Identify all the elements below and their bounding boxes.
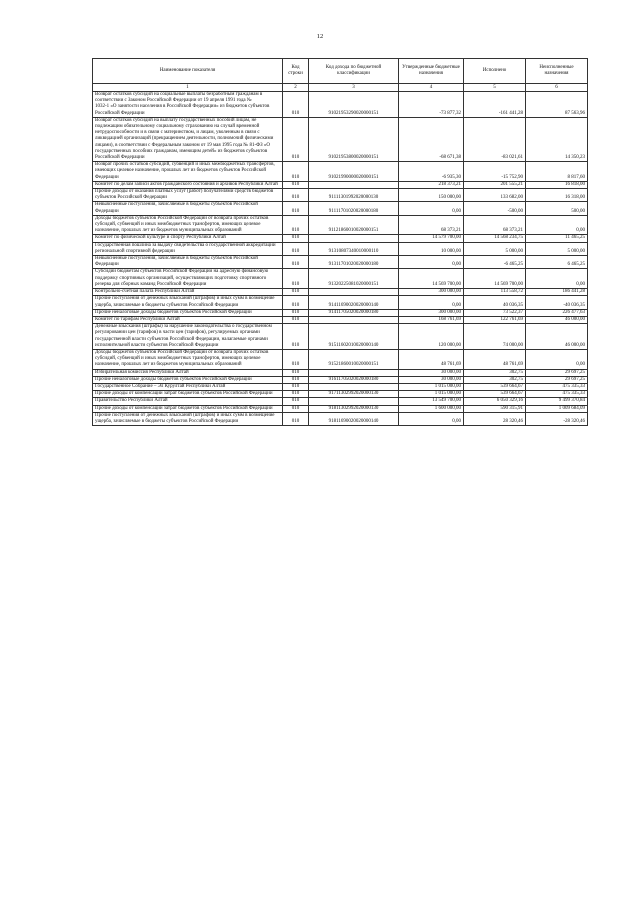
cell-name: Прочие неналоговые доходы бюджетов субъектов Российской Федерации [93, 376, 283, 383]
table-row [93, 412, 588, 425]
cell-name: Денежные взыскания (штрафы) за нарушение законодательства о государственном регулировании цен (тарифов) в части цен (тарифов), регулируемых органами государственной власти субъектов Российской Федерации, налагаемые органами исполнительной власти субъектов Российской Федерации [93, 324, 283, 350]
cell-kbk: 91311701020020000180 [309, 256, 399, 269]
cell-executed: -83 021,61 [464, 117, 526, 161]
cell-unexecuted: 5 000,00 [526, 242, 588, 255]
cell-code: 010 [283, 189, 309, 202]
cell-executed: 14 569 700,00 [464, 269, 526, 289]
cell-code: 010 [283, 412, 309, 425]
table-row [93, 296, 588, 309]
cell-code: 010 [283, 296, 309, 309]
cell-name: Доходы бюджетов субъектов Российской Федерации от возврата прочих остатков субсидий, субвенций и иных межбюджетных трансфертов, имеющих целевое назначение, прошлых лет из бюджетов муниципальных образований [93, 349, 283, 369]
cell-unexecuted: 475 335,33 [526, 391, 588, 398]
cell-kbk: 91511602010020000140 [309, 324, 399, 350]
cell-kbk: 91611705020020000180 [309, 376, 399, 383]
cell-approved: 218 373,21 [399, 181, 464, 188]
page-number: 12 [316, 33, 324, 40]
cell-unexecuted: 14 350,23 [526, 117, 588, 161]
cell-name: Прочие доходы от компенсации затрат бюджетов субъектов Российской Федерации [93, 405, 283, 412]
cell-executed: 122 761,69 [464, 316, 526, 323]
table-row [93, 349, 588, 369]
table-row [93, 269, 588, 289]
cell-unexecuted: 16 318,00 [526, 189, 588, 202]
cell-approved: -68 671,38 [399, 117, 464, 161]
cell-approved: 0,00 [399, 412, 464, 425]
cell-approved: 68 373,21 [399, 215, 464, 235]
cell-name: Субсидии бюджетам субъектов Российской Федерации на адресную финансовую поддержку спортивных организаций, осуществляющих подготовку спортивного резерва для сборных команд Российской Федерации [93, 269, 283, 289]
cell-code: 010 [283, 92, 309, 118]
cell-name: Прочие поступления от денежных взысканий (штрафов) и иных сумм в возмещение ущерба, зачисляемые в бюджеты субъектов Российской Федерации [93, 412, 283, 425]
cell-name: Невыясненные поступления, зачисляемые в бюджеты субъектов Российской Федерации [93, 256, 283, 269]
cell-executed: 6 050 329,16 [464, 398, 526, 405]
cell-unexecuted: 8 817,60 [526, 162, 588, 182]
cell-kbk [309, 316, 399, 323]
cell-executed: 113 558,72 [464, 289, 526, 296]
cell-unexecuted: 29 697,25 [526, 369, 588, 376]
cell-approved: -6 935,30 [399, 162, 464, 182]
cell-code: 010 [283, 405, 309, 412]
cell-kbk: 91711302992020000130 [309, 391, 399, 398]
cell-kbk [309, 181, 399, 188]
cell-name: Прочие доходы от компенсации затрат бюджетов субъектов Российской Федерации [93, 391, 283, 398]
header-executed: Исполнено [464, 59, 526, 84]
cell-executed: -500,00 [464, 202, 526, 215]
cell-unexecuted: 1 009 684,09 [526, 405, 588, 412]
cell-kbk: 91811690020020000140 [309, 412, 399, 425]
cell-kbk [309, 369, 399, 376]
cell-code: 010 [283, 316, 309, 323]
cell-executed: 48 761,69 [464, 349, 526, 369]
cell-approved: 1 015 000,00 [399, 383, 464, 390]
cell-name: Возврат остатков субсидий на социальные выплаты безработным гражданам в соответствии с Законом Российской Федерации от 19 апреля 1991 года № 1032-1 «О занятости населения в Российской Федерации» из бюджетов субъектов Российской Федерации [93, 92, 283, 118]
cell-name: Возврат остатков субсидий на выплату государственных пособий лицам, не подлежащим обязательному социальному страхованию на случай временной нетрудоспособности и в связи с материнством, и лицам, уволенным в связи с ликвидацией организаций (прекращением деятельности, полномочий физическими лицами), в соответствии с Федеральным законом от 19 мая 1995 года № 81-ФЗ «О государственных пособиях гражданам, имеющим детей» из бюджетов субъектов Российской Федерации [93, 117, 283, 161]
cell-approved: 0,00 [399, 256, 464, 269]
cell-approved: 168 761,69 [399, 316, 464, 323]
cell-kbk: 91111701020020000180 [309, 202, 399, 215]
cell-name: Правительство Республики Алтай [93, 398, 283, 405]
cell-unexecuted: -28 320,46 [526, 412, 588, 425]
table-row [93, 324, 588, 350]
cell-name: Невыясненные поступления, зачисляемые в бюджеты субъектов Российской Федерации [93, 202, 283, 215]
cell-code: 010 [283, 202, 309, 215]
cell-kbk [309, 398, 399, 405]
header-name: Наименование показателя [93, 59, 283, 84]
table-body [93, 92, 588, 426]
cell-kbk: 91021953800020000151 [309, 117, 399, 161]
table-row [93, 405, 588, 412]
table-row [93, 92, 588, 118]
cell-approved: 1 015 000,00 [399, 391, 464, 398]
cell-name: Прочие поступления от денежных взысканий (штрафов) и иных сумм в возмещение ущерба, зачисляемые в бюджеты субъектов Российской Федерации [93, 296, 283, 309]
cell-name: Прочие неналоговые доходы бюджетов субъектов Российской Федерации [93, 309, 283, 316]
table-row [93, 242, 588, 255]
table-row [93, 391, 588, 398]
cell-approved: 0,00 [399, 296, 464, 309]
cell-approved: -73 877,32 [399, 92, 464, 118]
cell-executed: 302,75 [464, 376, 526, 383]
cell-kbk: 91411705020020000180 [309, 309, 399, 316]
cell-unexecuted: 11 465,25 [526, 235, 588, 242]
table-row [93, 369, 588, 376]
cell-code: 010 [283, 369, 309, 376]
table-row [93, 202, 588, 215]
table-row [93, 189, 588, 202]
cell-unexecuted: 500,00 [526, 202, 588, 215]
cell-approved: 48 761,69 [399, 349, 464, 369]
cell-approved: 10 000,00 [399, 242, 464, 255]
cell-unexecuted: 0,00 [526, 215, 588, 235]
cell-code: 010 [283, 117, 309, 161]
table-row [93, 162, 588, 182]
cell-approved: 120 000,00 [399, 324, 464, 350]
table-row [93, 256, 588, 269]
cell-unexecuted: 46 000,00 [526, 316, 588, 323]
cell-kbk: 91021953290020000151 [309, 92, 399, 118]
cell-unexecuted: -40 036,35 [526, 296, 588, 309]
cell-executed: 28 320,46 [464, 412, 526, 425]
cell-kbk: 91111301992020000130 [309, 189, 399, 202]
cell-approved: 14 579 700,00 [399, 235, 464, 242]
cell-kbk [309, 289, 399, 296]
header-kbk: Код дохода по бюджетной классификации [309, 59, 399, 84]
column-number: 3 [309, 84, 399, 92]
cell-executed: 201 555,21 [464, 181, 526, 188]
cell-executed: -6 465,25 [464, 256, 526, 269]
cell-approved: 30 000,00 [399, 369, 464, 376]
cell-kbk: 91320225081020000151 [309, 269, 399, 289]
cell-name: Комитет по тарифам Республики Алтай [93, 316, 283, 323]
table-row [93, 181, 588, 188]
column-number-row [93, 84, 588, 92]
cell-approved: 13 549 700,00 [399, 398, 464, 405]
cell-unexecuted: 226 477,63 [526, 309, 588, 316]
cell-unexecuted: 6 465,25 [526, 256, 588, 269]
cell-executed: 539 664,67 [464, 383, 526, 390]
column-number: 6 [526, 84, 588, 92]
cell-approved: 150 000,00 [399, 189, 464, 202]
cell-code: 010 [283, 289, 309, 296]
cell-kbk [309, 235, 399, 242]
cell-kbk: 91411690020020000140 [309, 296, 399, 309]
cell-executed: -15 752,90 [464, 162, 526, 182]
cell-executed: 590 315,91 [464, 405, 526, 412]
header-row [93, 59, 588, 84]
cell-name: Комитет по физической культуре и спорту Республики Алтай [93, 235, 283, 242]
cell-code: 010 [283, 391, 309, 398]
cell-executed: 133 682,00 [464, 189, 526, 202]
cell-executed: 539 664,67 [464, 391, 526, 398]
cell-code: 010 [283, 349, 309, 369]
cell-name: Доходы бюджетов субъектов Российской Федерации от возврата прочих остатков субсидий, субвенций и иных межбюджетных трансфертов, имеющих целевое назначение, прошлых лет из бюджетов муниципальных образований [93, 215, 283, 235]
header-approved: Утвержденные бюджетные назначения [399, 59, 464, 84]
column-number: 4 [399, 84, 464, 92]
cell-name: Контрольно-счетная палата Республики Алтай [93, 289, 283, 296]
table-row [93, 398, 588, 405]
cell-kbk: 91310807340010000110 [309, 242, 399, 255]
cell-executed: 302,75 [464, 369, 526, 376]
cell-approved: 14 569 700,00 [399, 269, 464, 289]
cell-approved: 1 600 000,00 [399, 405, 464, 412]
cell-kbk: 91811302992020000130 [309, 405, 399, 412]
cell-kbk: 91021990000020000151 [309, 162, 399, 182]
cell-executed: 5 000,00 [464, 242, 526, 255]
cell-executed: 14 568 234,75 [464, 235, 526, 242]
cell-code: 010 [283, 309, 309, 316]
cell-unexecuted: 87 563,96 [526, 92, 588, 118]
cell-unexecuted: 16 818,00 [526, 181, 588, 188]
cell-code: 010 [283, 376, 309, 383]
cell-name: Комитет по делам записи актов гражданского состояния и архивов Республики Алтай [93, 181, 283, 188]
cell-name: Избирательная комиссия Республики Алтай [93, 369, 283, 376]
cell-executed: -161 441,28 [464, 92, 526, 118]
cell-executed: 74 000,00 [464, 324, 526, 350]
revenue-report-table [92, 58, 588, 426]
header-unexecuted: Неисполненные назначения [526, 59, 588, 84]
cell-approved: 30 000,00 [399, 376, 464, 383]
cell-code: 010 [283, 215, 309, 235]
cell-code: 010 [283, 242, 309, 255]
cell-code: 010 [283, 269, 309, 289]
column-number: 2 [283, 84, 309, 92]
cell-unexecuted: 186 441,28 [526, 289, 588, 296]
header-code: Код строки [283, 59, 309, 84]
column-number: 5 [464, 84, 526, 92]
cell-kbk: 91521860010020000151 [309, 349, 399, 369]
cell-unexecuted: 0,00 [526, 269, 588, 289]
cell-code: 010 [283, 162, 309, 182]
table-row [93, 316, 588, 323]
cell-name: Государственное Собрание – Эл Курултай Республики Алтай [93, 383, 283, 390]
cell-executed: 73 522,37 [464, 309, 526, 316]
cell-executed: 68 373,21 [464, 215, 526, 235]
table-row [93, 117, 588, 161]
cell-kbk: 91121860010020000151 [309, 215, 399, 235]
cell-approved: 300 000,00 [399, 309, 464, 316]
table-row [93, 376, 588, 383]
table-row [93, 383, 588, 390]
cell-name: Возврат прочих остатков субсидий, субвенций и иных межбюджетных трансфертов, имеющих целевое назначение, прошлых лет из бюджетов субъектов Российской Федерации [93, 162, 283, 182]
cell-unexecuted: 0,00 [526, 349, 588, 369]
cell-executed: 40 036,35 [464, 296, 526, 309]
cell-name: Прочие доходы от оказания платных услуг (работ) получателями средств бюджетов субъектов Российской Федерации [93, 189, 283, 202]
cell-unexecuted: 9 499 370,84 [526, 398, 588, 405]
column-number: 1 [93, 84, 283, 92]
cell-name: Государственная пошлина за выдачу свидетельства о государственной аккредитации региональной спортивной федерации [93, 242, 283, 255]
cell-code: 010 [283, 398, 309, 405]
cell-code: 010 [283, 235, 309, 242]
table-row [93, 235, 588, 242]
cell-code: 010 [283, 181, 309, 188]
cell-kbk [309, 383, 399, 390]
cell-approved: 0,00 [399, 202, 464, 215]
table-row [93, 309, 588, 316]
table-row [93, 215, 588, 235]
table-row [93, 289, 588, 296]
cell-unexecuted: 46 000,00 [526, 324, 588, 350]
cell-code: 010 [283, 324, 309, 350]
cell-approved: 300 000,00 [399, 289, 464, 296]
cell-unexecuted: 29 697,25 [526, 376, 588, 383]
cell-unexecuted: 475 335,33 [526, 383, 588, 390]
cell-code: 010 [283, 256, 309, 269]
cell-code: 010 [283, 383, 309, 390]
